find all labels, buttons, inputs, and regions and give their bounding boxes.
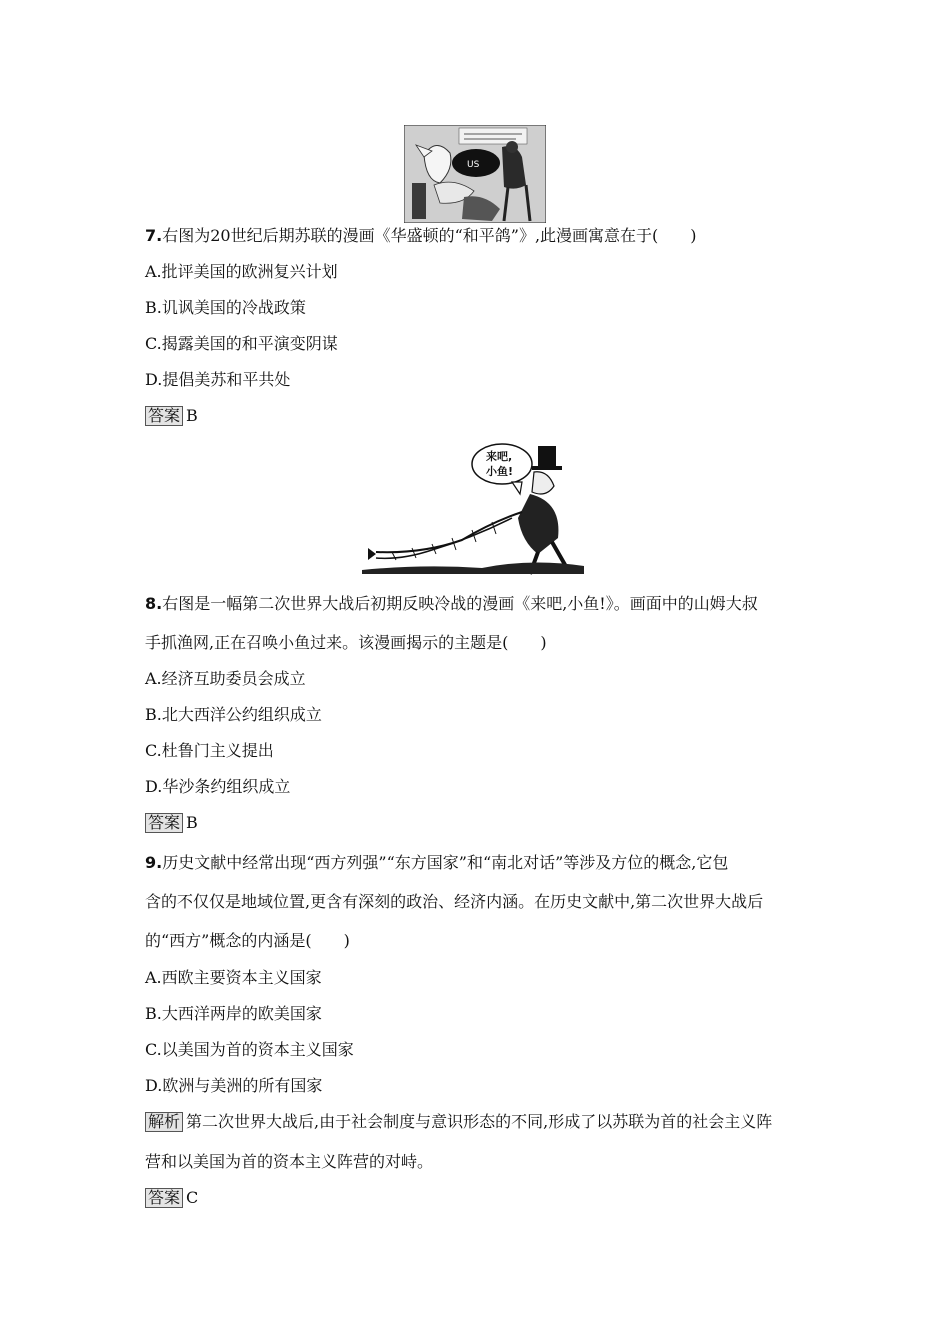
question-9-option-d: D.欧洲与美洲的所有国家 [145,1076,323,1095]
question-8-answer [145,813,198,833]
question-7-option-a: A.批评美国的欧洲复兴计划 [145,262,338,281]
question-9-answer [145,1188,198,1208]
question-8-option-a: A.经济互助委员会成立 [145,669,306,688]
question-7-text: 右图为20世纪后期苏联的漫画《华盛顿的“和平鸽”》,此漫画寓意在于( ) [162,226,697,245]
answer-value: B [186,813,198,832]
question-7-number: 7. [145,226,163,245]
question-7-option-b: B.讥讽美国的冷战政策 [145,298,306,317]
question-8-option-d: D.华沙条约组织成立 [145,777,291,796]
question-9-stem-line2: 含的不仅仅是地域位置,更含有深刻的政治、经济内涵。在历史文献中,第二次世界大战后 [145,892,764,911]
question-7-stem [145,226,697,246]
question-8-option-c: C.杜鲁门主义提出 [145,741,274,760]
question-9-option-b: B.大西洋两岸的欧美国家 [145,1004,322,1023]
question-7-option-c: C.揭露美国的和平演变阴谋 [145,334,338,353]
question-9-text-1: 历史文献中经常出现“西方列强”“东方国家”和“南北对话”等涉及方位的概念,它包 [162,853,729,872]
question-9-number: 9. [145,853,163,872]
question-9-option-a: A.西欧主要资本主义国家 [145,968,322,987]
question-8-stem-line2: 手抓渔网,正在召唤小鱼过来。该漫画揭示的主题是( ) [145,633,547,652]
bomb-label: US [467,160,480,170]
analysis-text-1: 第二次世界大战后,由于社会制度与意识形态的不同,形成了以苏联为首的社会主义阵 [186,1112,773,1131]
bubble-text-line1: 来吧, [486,450,513,463]
analysis-tag: 解析 [145,1112,183,1132]
question-8-number: 8. [145,594,163,613]
question-7-answer [145,406,198,426]
answer-value: B [186,406,198,425]
cartoon-washington-peace-dove [404,125,546,223]
question-9-option-c: C.以美国为首的资本主义国家 [145,1040,354,1059]
question-9-stem-line1 [145,853,728,873]
question-8-option-b: B.北大西洋公约组织成立 [145,705,322,724]
question-9-analysis-line2: 营和以美国为首的资本主义阵营的对峙。 [145,1152,434,1171]
bubble-text-line2: 小鱼! [486,465,514,478]
answer-tag: 答案 [145,406,183,426]
answer-tag: 答案 [145,813,183,833]
question-9-analysis-line1 [145,1112,772,1132]
question-9-stem-line3: 的“西方”概念的内涵是( ) [145,931,350,950]
question-8-text-1: 右图是一幅第二次世界大战后初期反映冷战的漫画《来吧,小鱼!》。画面中的山姆大叔 [162,594,758,613]
question-7-option-d: D.提倡美苏和平共处 [145,370,291,389]
answer-tag: 答案 [145,1188,183,1208]
question-8-stem-line1 [145,594,758,614]
cartoon-come-little-fish [362,442,588,578]
answer-value: C [186,1188,199,1207]
